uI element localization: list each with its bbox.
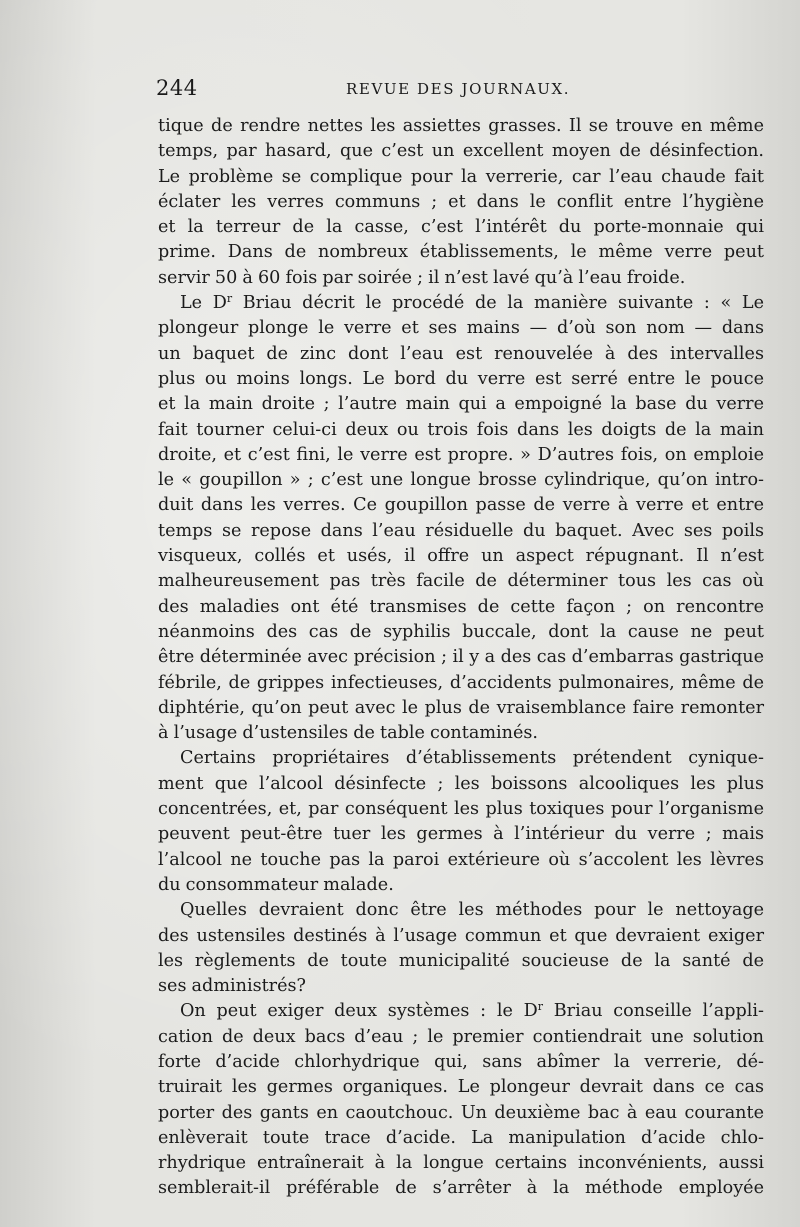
text-line: Certains propriétaires d’établissements prétendent cynique-	[180, 748, 764, 769]
text-line: plus ou moins longs. Le bord du verre est serré entre le pouce	[158, 368, 764, 389]
text-line: le « goupillon » ; c’est une longue brosse cylindrique, qu’on intro-	[158, 470, 764, 491]
text-line: enlèverait toute trace d’acide. La manipulation d’acide chlo-	[158, 1127, 764, 1148]
text-line: malheureusement pas très facile de déterminer tous les cas où	[158, 571, 764, 592]
text-line: ses administrés?	[158, 976, 306, 997]
page-header	[156, 72, 762, 108]
text-line: semblerait-il préférable de s’arrêter à la méthode employée	[158, 1178, 764, 1199]
text-line: néanmoins des cas de syphilis buccale, dont la cause ne peut	[158, 621, 764, 642]
text-line: prime. Dans de nombreux établissements, le même verre peut	[158, 242, 764, 263]
text-line: et la main droite ; l’autre main qui a empoigné la base du verre	[158, 394, 764, 415]
text-line: temps, par hasard, que c’est un excellent moyen de désinfection.	[158, 141, 764, 162]
page-number: 244	[156, 76, 198, 100]
text-line: rhydrique entraînerait à la longue certains inconvénients, aussi	[158, 1153, 764, 1174]
text-line: duit dans les verres. Ce goupillon passe de verre à verre et entre	[158, 495, 764, 516]
text-line: fébrile, de grippes infectieuses, d’accidents pulmonaires, même de	[158, 672, 764, 693]
text-line: tique de rendre nettes les assiettes grasses. Il se trouve en même	[158, 116, 764, 136]
text-line: cation de deux bacs d’eau ; le premier contiendrait une solution	[158, 1026, 764, 1047]
text-segment: Briau décrit le procédé de la manière suivante : « Le	[232, 293, 764, 314]
text-line: l’alcool ne touche pas la paroi extérieure où s’accolent les lèvres	[158, 849, 764, 870]
text-line: des maladies ont été transmises de cette façon ; on rencontre	[158, 596, 764, 617]
text-line: concentrées, et, par conséquent les plus toxiques pour l’organisme	[158, 799, 764, 820]
text-line: des ustensiles destinés à l’usage commun et que devraient exiger	[158, 925, 764, 946]
text-segment: On peut exiger deux systèmes : le D	[180, 1001, 538, 1022]
text-line: Le problème se complique pour la verrerie, car l’eau chaude fait	[158, 166, 764, 187]
body-text	[158, 114, 764, 1202]
text-segment: Briau conseille l’appli-	[543, 1001, 764, 1022]
text-line: Quelles devraient donc être les méthodes pour le nettoyage	[180, 900, 764, 921]
superscript: r	[226, 292, 233, 306]
text-line: les règlements de toute municipalité soucieuse de la santé de	[158, 950, 764, 971]
text-line: fait tourner celui-ci deux ou trois fois dans les doigts de la main	[158, 419, 764, 440]
text-line: ment que l’alcool désinfecte ; les boissons alcooliques les plus	[158, 773, 764, 794]
text-line: temps se repose dans l’eau résiduelle du baquet. Avec ses poils	[158, 520, 764, 541]
text-line: droite, et c’est fini, le verre est propre. » D’autres fois, on emploie	[158, 444, 764, 465]
text-line: truirait les germes organiques. Le plongeur devrait dans ce cas	[158, 1077, 764, 1098]
text-line: être déterminée avec précision ; il y a des cas d’embarras gastrique	[158, 647, 764, 668]
text-line: et la terreur de la casse, c’est l’intérêt du porte-monnaie qui	[158, 217, 764, 238]
text-line: forte d’acide chlorhydrique qui, sans abîmer la verrerie, dé-	[158, 1051, 764, 1072]
superscript: r	[537, 1000, 543, 1014]
text-line: du consommateur malade.	[158, 874, 394, 895]
text-segment: Le D	[180, 293, 227, 314]
text-line	[158, 999, 764, 1024]
text-line: servir 50 à 60 fois par soirée ; il n’est lavé qu’à l’eau froide.	[158, 267, 686, 288]
text-line: diphtérie, qu’on peut avec le plus de vraisemblance faire remonter	[158, 697, 764, 718]
text-line: porter des gants en caoutchouc. Un deuxième bac à eau courante	[158, 1102, 764, 1123]
text-line: éclater les verres communs ; et dans le conflit entre l’hygiène	[158, 191, 764, 212]
text-line: plongeur plonge le verre et ses mains — d’où son nom — dans	[158, 318, 764, 339]
text-line: visqueux, collés et usés, il offre un aspect répugnant. Il n’est	[158, 546, 764, 567]
running-head: REVUE DES JOURNAUX.	[346, 80, 571, 98]
text-line: peuvent peut-être tuer les germes à l’intérieur du verre ; mais	[158, 824, 764, 845]
text-line: à l’usage d’ustensiles de table contaminés.	[158, 723, 538, 744]
text-line	[158, 291, 764, 316]
text-line: un baquet de zinc dont l’eau est renouvelée à des intervalles	[158, 343, 764, 364]
